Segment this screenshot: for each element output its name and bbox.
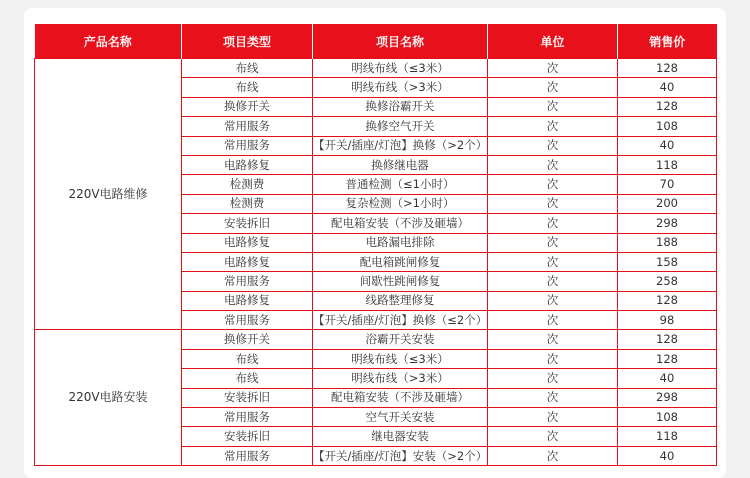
table-header-row: [35, 24, 717, 59]
item-type-cell: 布线: [182, 349, 313, 368]
item-name-cell: 【开关/插座/灯泡】换修（>2个）: [313, 136, 488, 155]
item-name-cell: 空气开关安装: [313, 408, 488, 427]
table-row: [35, 330, 717, 349]
header-price: 销售价: [618, 24, 717, 59]
unit-cell: 次: [488, 233, 618, 252]
product-name-cell: 220V电路安装: [35, 330, 182, 466]
price-table: [34, 24, 717, 466]
unit-cell: 次: [488, 408, 618, 427]
item-name-cell: 普通检测（≤1小时）: [313, 175, 488, 194]
price-cell: 108: [618, 408, 717, 427]
header-type: 项目类型: [182, 24, 313, 59]
item-type-cell: 布线: [182, 59, 313, 78]
item-type-cell: 电路修复: [182, 291, 313, 310]
price-cell: 40: [618, 78, 717, 97]
price-cell: 298: [618, 388, 717, 407]
item-type-cell: 检测费: [182, 194, 313, 213]
unit-cell: 次: [488, 427, 618, 446]
unit-cell: 次: [488, 59, 618, 78]
unit-cell: 次: [488, 446, 618, 465]
item-type-cell: 常用服务: [182, 117, 313, 136]
price-card: [24, 8, 726, 478]
item-name-cell: 继电器安装: [313, 427, 488, 446]
item-name-cell: 线路整理修复: [313, 291, 488, 310]
item-name-cell: 浴霸开关安装: [313, 330, 488, 349]
unit-cell: 次: [488, 155, 618, 174]
item-type-cell: 常用服务: [182, 272, 313, 291]
item-type-cell: 布线: [182, 78, 313, 97]
price-cell: 118: [618, 427, 717, 446]
price-cell: 108: [618, 117, 717, 136]
item-name-cell: 明线布线（≤3米）: [313, 59, 488, 78]
product-name-cell: 220V电路维修: [35, 59, 182, 330]
item-name-cell: 【开关/插座/灯泡】安装（>2个）: [313, 446, 488, 465]
item-name-cell: 明线布线（>3米）: [313, 369, 488, 388]
item-name-cell: 复杂检测（>1小时）: [313, 194, 488, 213]
item-name-cell: 明线布线（≤3米）: [313, 349, 488, 368]
unit-cell: 次: [488, 252, 618, 271]
price-cell: 128: [618, 97, 717, 116]
unit-cell: 次: [488, 330, 618, 349]
item-name-cell: 间歇性跳闸修复: [313, 272, 488, 291]
price-cell: 128: [618, 291, 717, 310]
item-type-cell: 电路修复: [182, 155, 313, 174]
unit-cell: 次: [488, 369, 618, 388]
price-cell: 70: [618, 175, 717, 194]
unit-cell: 次: [488, 194, 618, 213]
unit-cell: 次: [488, 136, 618, 155]
price-cell: 128: [618, 59, 717, 78]
item-name-cell: 配电箱跳闸修复: [313, 252, 488, 271]
unit-cell: 次: [488, 214, 618, 233]
unit-cell: 次: [488, 272, 618, 291]
item-name-cell: 明线布线（>3米）: [313, 78, 488, 97]
item-type-cell: 安装拆旧: [182, 214, 313, 233]
item-name-cell: 【开关/插座/灯泡】换修（≤2个）: [313, 311, 488, 330]
price-cell: 128: [618, 349, 717, 368]
item-name-cell: 配电箱安装（不涉及砸墙）: [313, 388, 488, 407]
item-type-cell: 安装拆旧: [182, 388, 313, 407]
item-name-cell: 换修浴霸开关: [313, 97, 488, 116]
table-body: [35, 59, 717, 466]
unit-cell: 次: [488, 349, 618, 368]
item-type-cell: 常用服务: [182, 408, 313, 427]
item-type-cell: 常用服务: [182, 136, 313, 155]
price-cell: 40: [618, 136, 717, 155]
price-cell: 118: [618, 155, 717, 174]
item-type-cell: 换修开关: [182, 330, 313, 349]
unit-cell: 次: [488, 175, 618, 194]
item-name-cell: 配电箱安装（不涉及砸墙）: [313, 214, 488, 233]
price-cell: 98: [618, 311, 717, 330]
unit-cell: 次: [488, 311, 618, 330]
unit-cell: 次: [488, 388, 618, 407]
unit-cell: 次: [488, 117, 618, 136]
header-name: 项目名称: [313, 24, 488, 59]
price-cell: 298: [618, 214, 717, 233]
item-name-cell: 换修继电器: [313, 155, 488, 174]
item-type-cell: 电路修复: [182, 233, 313, 252]
unit-cell: 次: [488, 78, 618, 97]
header-unit: 单位: [488, 24, 618, 59]
item-type-cell: 常用服务: [182, 446, 313, 465]
price-cell: 40: [618, 369, 717, 388]
price-cell: 128: [618, 330, 717, 349]
price-cell: 40: [618, 446, 717, 465]
unit-cell: 次: [488, 97, 618, 116]
header-product: 产品名称: [35, 24, 182, 59]
item-type-cell: 安装拆旧: [182, 427, 313, 446]
item-type-cell: 电路修复: [182, 252, 313, 271]
item-type-cell: 检测费: [182, 175, 313, 194]
item-name-cell: 电路漏电排除: [313, 233, 488, 252]
price-cell: 200: [618, 194, 717, 213]
item-type-cell: 常用服务: [182, 311, 313, 330]
price-cell: 158: [618, 252, 717, 271]
item-name-cell: 换修空气开关: [313, 117, 488, 136]
price-cell: 188: [618, 233, 717, 252]
unit-cell: 次: [488, 291, 618, 310]
table-row: [35, 59, 717, 78]
price-cell: 258: [618, 272, 717, 291]
item-type-cell: 换修开关: [182, 97, 313, 116]
item-type-cell: 布线: [182, 369, 313, 388]
